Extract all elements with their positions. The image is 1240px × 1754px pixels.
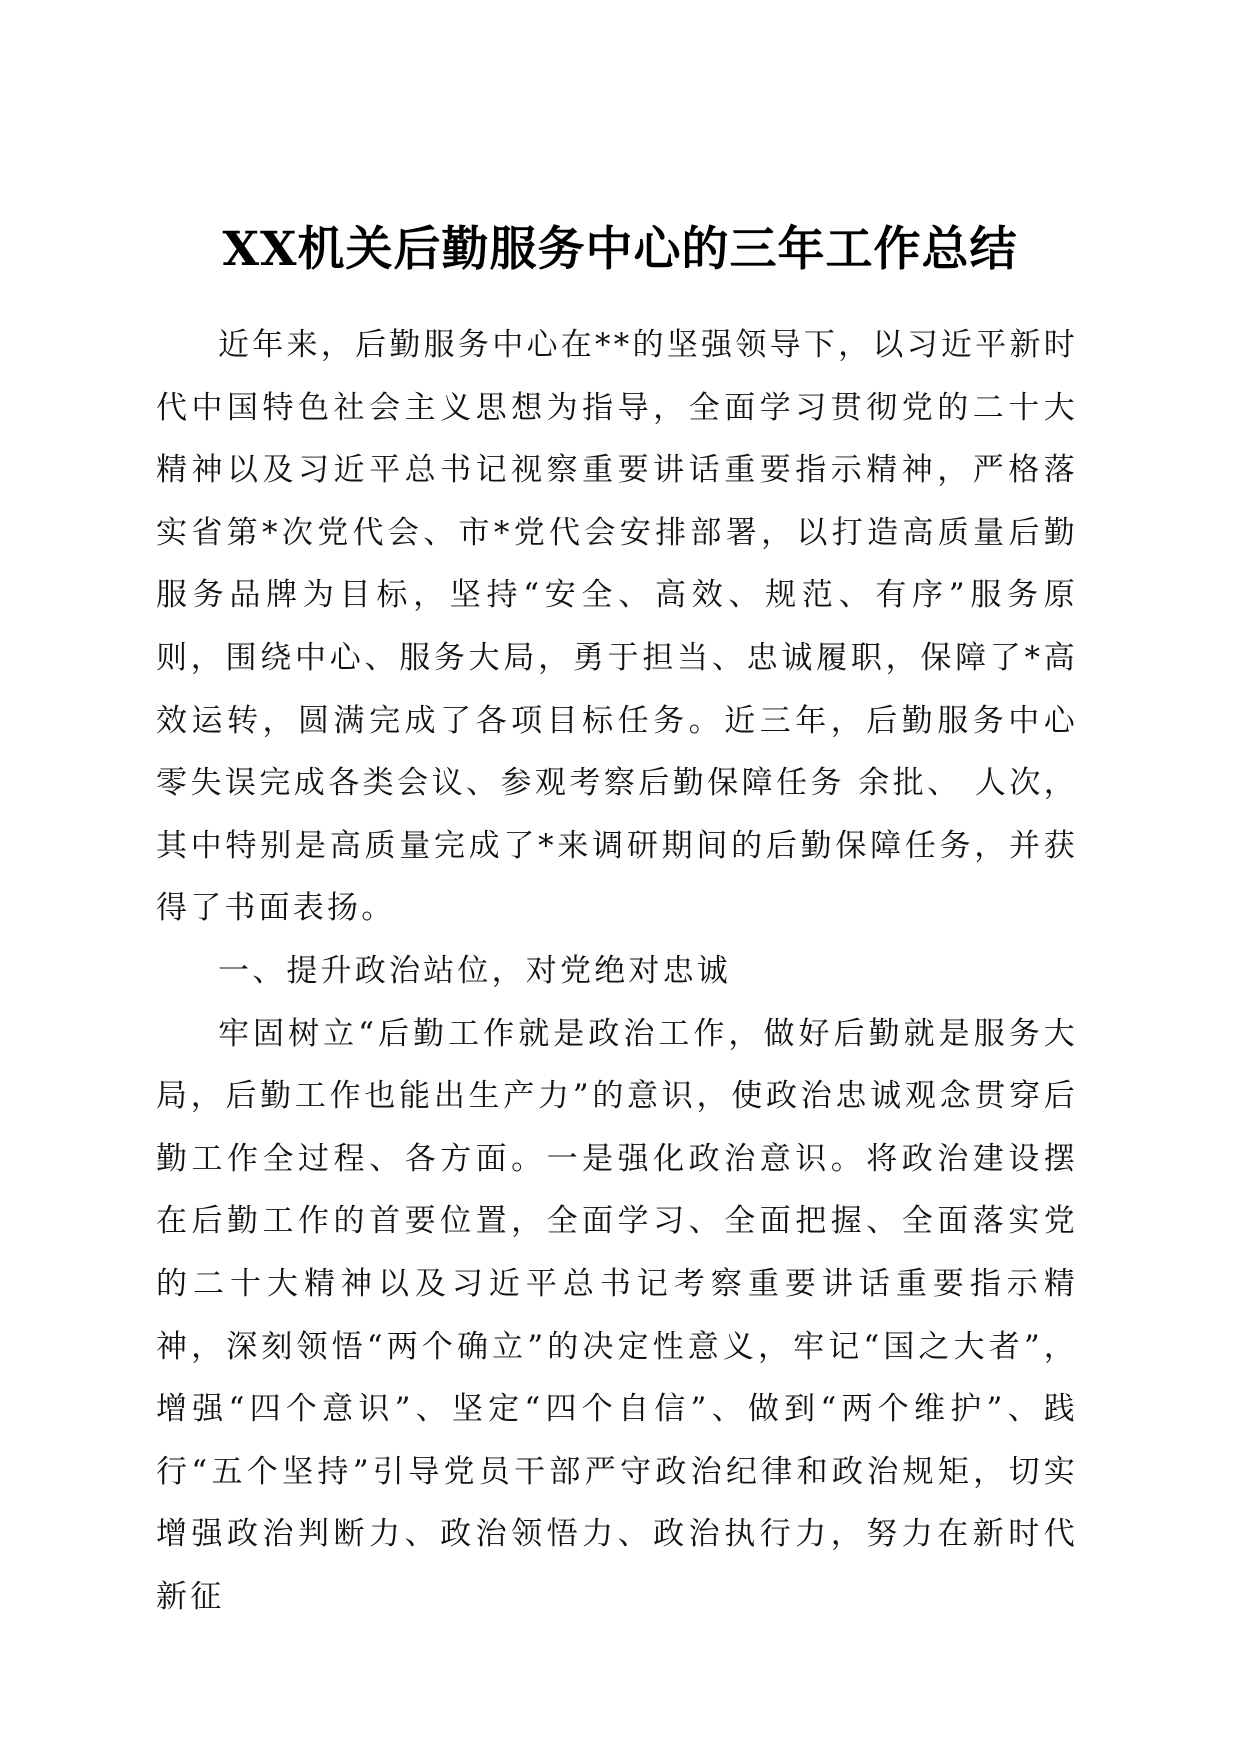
section-heading-1: 一、提升政治站位，对党绝对忠诚: [218, 952, 731, 989]
paragraph-intro: 近年来，后勤服务中心在**的坚强领导下，以习近平新时代中国特色社会主义思想为指导，全面学习贯彻党的二十大精神以及习近平总书记视察重要讲话重要指示精神，严格落实省第*次党代会、市*党代会安排部署，以打造高质量后勤服务品牌为目标，坚持“安全、高效、规范、有序”服务原则，围绕中心、服务大局，勇于担当、忠诚履职，保障了*高效运转，圆满完成了各项目标任务。近三年，后勤服务中心零失误完成各类会议、参观考察后勤保障任务 余批、 人次，其中特别是高质量完成了*来调研期间的后勤保障任务，并获得了书面表扬。: [156, 327, 1078, 927]
paragraph-section-1: 牢固树立“后勤工作就是政治工作，做好后勤就是服务大局，后勤工作也能出生产力”的意识，使政治忠诚观念贯穿后勤工作全过程、各方面。一是强化政治意识。将政治建设摆在后勤工作的首要位置，全面学习、全面把握、全面落实党的二十大精神以及习近平总书记考察重要讲话重要指示精神，深刻领悟“两个确立”的决定性意义，牢记“国之大者”，增强“四个意识”、坚定“四个自信”、做到“两个维护”、践行“五个坚持”引导党员干部严守政治纪律和政治规矩，切实增强政治判断力、政治领悟力、政治执行力，努力在新时代新征: [156, 1015, 1078, 1615]
document-title: XX机关后勤服务中心的三年工作总结: [222, 222, 1018, 277]
document-body: [156, 314, 1078, 1628]
